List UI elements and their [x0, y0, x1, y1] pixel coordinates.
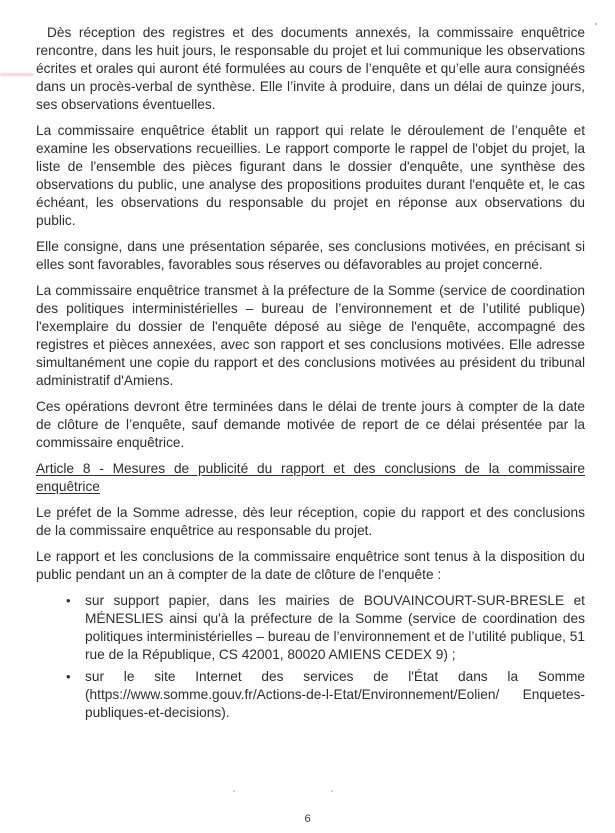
article-8-heading: Article 8 - Mesures de publicité du rapport et des conclusions de la commissaire enquêtrice: [36, 461, 585, 494]
scan-artifact: [233, 790, 235, 792]
paragraph-rapport-etabli: La commissaire enquêtrice établit un rapport qui relate le déroulement de l’enquête et examine les observations recueillies. Le rapport comporte le rappel de l'objet du projet, la liste de l'ensemble des pièces figurant dans le dossier d'enquête, une synthèse des observations du public, une analyse des propositions produites durant l'enquête et, le cas échéant, les observations du responsable du projet en réponse aux observations du public.: [36, 123, 585, 228]
bullet-icon: •: [66, 669, 71, 684]
list-item-support-papier: [36, 592, 585, 664]
scan-artifact: [595, 23, 597, 25]
paragraph-prefet-adresse-copie: Le préfet de la Somme adresse, dès leur réception, copie du rapport et des conclusions de la commissaire enquêtrice au responsable du projet.: [36, 505, 585, 538]
bullet-icon: •: [66, 593, 71, 608]
paragraph-mise-a-disposition: Le rapport et les conclusions de la commissaire enquêtrice sont tenus à la disposition du public pendant un an à compter de la date de clôture de l'enquête :: [36, 549, 585, 582]
scan-artifact: [0, 73, 34, 76]
list-item-text: sur le site Internet des services de l'État dans la Somme (https://www.somme.gouv.fr/Actions-de-l-Etat/Environnement/Eolien/ Enquetes-publiques-et-decisions).: [85, 669, 585, 720]
list-item-text: sur support papier, dans les mairies de BOUVAINCOURT-SUR-BRESLE et MÉNESLIES ainsi qu'à la préfecture de la Somme (service de coordination des politiques interministérielles – bureau de l’environnement et de l’utilité publique, 51 rue de la République, CS 42001, 80020 AMIENS CEDEX 9) ;: [85, 593, 585, 662]
paragraph-transmission-prefecture: La commissaire enquêtrice transmet à la préfecture de la Somme (service de coordination des politiques interministérielles – bureau de l’environnement et de l’utilité publique) l'exemplaire du dossier de l'enquête déposé au siège de l'enquête, accompagné des registres et pièces annexées, avec son rapport et ses conclusions motivées. Elle adresse simultanément une copie du rapport et des conclusions motivées au président du tribunal administratif d'Amiens.: [36, 283, 585, 388]
list-item-site-internet: [36, 668, 585, 722]
publicity-locations-list: [36, 592, 585, 722]
scan-artifact: [331, 790, 333, 792]
paragraph-delai-trente-jours: Ces opérations devront être terminées dans le délai de trente jours à compter de la date de clôture de l’enquête, sauf demande motivée de report de ce délai présentée par la commissaire enquêtrice.: [36, 399, 585, 450]
page-number: 6: [304, 813, 311, 825]
document-body: [36, 24, 585, 726]
paragraph-conclusions-motivees: Elle consigne, dans une présentation séparée, ses conclusions motivées, en précisant si elles sont favorables, favorables sous réserves ou défavorables au projet concerné.: [36, 239, 585, 272]
paragraph-reception-registres: Dès réception des registres et des documents annexés, la commissaire enquêtrice rencontre, dans les huit jours, le responsable du projet et lui communique les observations écrites et orales qui auront été formulées au cours de l’enquête et qu’elle aura consignéés dans un procès-verbal de synthèse. Elle l’invite à produire, dans un délai de quinze jours, ses observations éventuelles.: [36, 25, 585, 112]
